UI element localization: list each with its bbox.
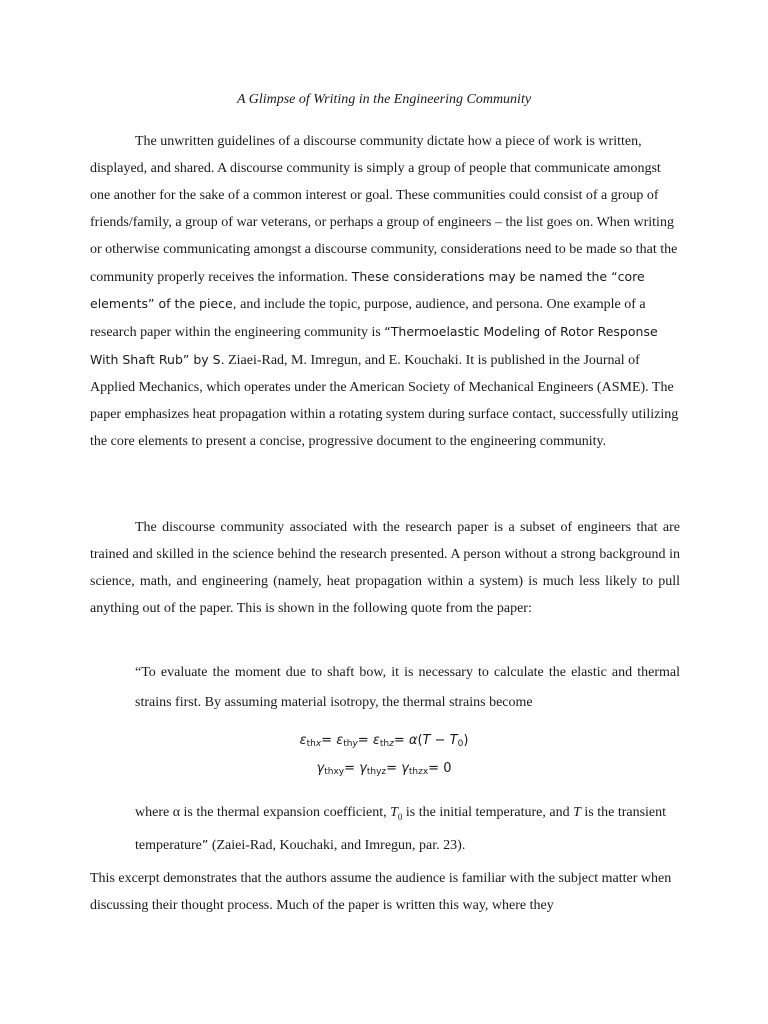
equation-shear-strain: $\gamma_{thxy}= \gamma_{thyz}= \gamma_{thzx}= 0$ [316, 761, 452, 777]
paragraph-discourse: The discourse community associated with the research paper is a subset of engineers that are trained and skilled in the science behind the research presented. A person without a strong background in science, math, and engineering (namely, heat propagation within a system) is much less likely to pull anything out of the paper. This is shown in the following quote from the paper: [90, 520, 680, 616]
document-title: A Glimpse of Writing in the Engineering Community [236, 92, 532, 107]
eq2-sub-3: thzx [408, 767, 429, 777]
equation-thermal-strain: $\varepsilon_{thx}= \varepsilon_{thy}= \varepsilon_{thz}= \alpha(T - T_0)$ [299, 733, 469, 749]
intro-text-1: The unwritten guidelines of a discourse community dictate how a piece of work is written, displayed, and shared. A discourse community is simply a group of people that communicate amongst one another for the sake of a common interest or goal. These communities could consist of a group of friends/family, a group of war veterans, or perhaps a group of engineers – the list goes on. When writing or otherwise communicating amongst a discourse community, considerations need to be made so that the community properly receives the information. [90, 134, 678, 285]
quote-citation: (Zaiei-Rad, Kouchaki, and Imregun, par. 23). [208, 837, 466, 853]
paragraph-excerpt: This excerpt demonstrates that the authors assume the audience is familiar with the subject matter when discussing their thought process. Much of the paper is written this way, where they [90, 871, 672, 913]
block-quote: “To evaluate the moment due to shaft bow, it is necessary to calculate the elastic and thermal strains first. By assuming material isotropy, the thermal strains become [135, 665, 680, 710]
eq2-sub-1: thxy [324, 767, 345, 777]
paragraph-intro [90, 129, 680, 456]
intro-text-3: and include the topic, purpose, audience, and persona. One example of a research paper within the engineering community is [90, 297, 646, 341]
intro-text-2: These considerations may be named the “core elements” of the piece, [90, 268, 645, 312]
quote-explanation: where α is the thermal expansion coefficient, $T_0$ is the initial temperature, and T is the transient temperature” (Zaiei-Rad, Kouchaki, and Imregun, par. 23). [135, 805, 667, 853]
paper-citation: “Thermoelastic Modeling of Rotor Response With Shaft Rub” by S. [90, 324, 658, 368]
intro-text-5: Ziaei-Rad, M. Imregun, and E. Kouchaki. It is published in the Journal of Applied Mechanics, which operates under the American Society of Mechanical Engineers (ASME). The paper emphasizes heat propagation within a rotating system during surface contact, successfully utilizing the core elements to present a concise, progressive document to the engineering community. [90, 353, 679, 449]
eq2-sub-2: thyz [366, 767, 387, 777]
